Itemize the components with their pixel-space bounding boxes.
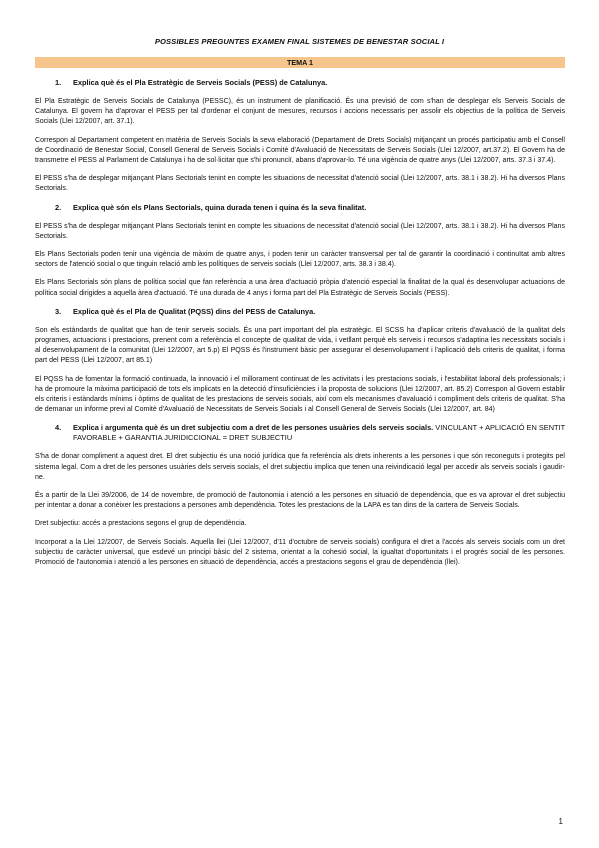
document-title: POSSIBLES PREGUNTES EXAMEN FINAL SISTEMES DE BENESTAR SOCIAL I: [154, 37, 445, 46]
question-text: Explica què és el Pla de Qualitat (PQSS) dins del PESS de Catalunya.: [73, 306, 316, 316]
question-text: Explica i argumenta què és un dret subjectiu com a dret de les persones usuàries dels serveis socials.: [73, 423, 434, 433]
question-text: Explica què són els Plans Sectorials, quina durada tenen i quina és la seva finalitat.: [73, 202, 367, 212]
question-1: [55, 78, 565, 88]
section-header: TEMA 1: [35, 57, 565, 68]
paragraph: Dret subjectiu: accés a prestacions segons el grup de dependència.: [35, 520, 247, 528]
paragraph: Correspon al Departament competent en matèria de Serveis Socials la seva elaboració (Departament de Drets Socials) mitjançant un procés participatiu amb el Consell de Coordinació de Benestar Social, Consell General de Serveis Socials i Comitè d'Avaluació de Necessitats de Serveis Socials (Llei 12/2007, art.37.2). El Govern ha de transmetre el PESS al Parlament de Catalunya i ha de sol·licitar que s'hi pronunciï, abans d'aprovar-lo. Té una vigència de quatre anys (Llei 12/2007, arts. 37.3 i 37.4).: [35, 136, 565, 165]
question-number: 4.: [55, 423, 62, 433]
paragraph: El PESS s'ha de desplegar mitjançant Plans Sectorials tenint en compte les situacions de necessitat d'atenció social (Llei 12/2007, arts. 38.1 i 38.2). Hi ha diversos Plans Sectorials.: [35, 222, 565, 240]
page-number: 1: [558, 817, 563, 826]
paragraph: S'ha de donar compliment a aquest dret. El dret subjectiu és una noció jurídica que fa referència als drets inherents a les persones i que són reconeguts i protegits pel sistema legal. Com a dret de les persones usuàries dels serveis socials, el dret subjectiu implica que tenen una reivindicació legal per accedir als serveis socials i gaudir-ne.: [35, 453, 565, 481]
question-4: [55, 423, 565, 443]
question-2: [55, 203, 565, 213]
question-note: VINCULANT + APLICACIÓ EN SENTIT FAVORABLE + GARANTIA JURIDICCIONAL = DRET SUBJECTIU: [73, 423, 566, 443]
question-number: 2.: [55, 202, 62, 212]
question-number: 3.: [55, 306, 62, 316]
paragraph: És a partir de la Llei 39/2006, de 14 de novembre, de promoció de l'autonomia i atenció a les persones en situació de dependència, que es va aprovar el dret subjectiu per intentar a donar a conèixer les prestacions a persones amb dependència. Totes les prestacions de la LAPA es tan dins de la cartera de Serveis Socials.: [35, 492, 565, 510]
paragraph: Son els estàndards de qualitat que han de tenir serveis socials. És una part important del pla estratègic. El SCSS ha d'aplicar criteris d'avaluació de la qualitat dels programes, actuacions i prestacions, prenent com a referència el concepte de qualitat de vida, i vetllant perquè els serveis i recursos s'adaptina les necessitats socials i al desenvolupament de la comunitat (Llei 12/2007, art 5.p) El PQSS és l'instrument bàsic per assegurar el desenvolupament i l'aplicació dels criteris de qualitat, i forma part del PESS (Llei 12/2007, art 85.1): [35, 326, 565, 365]
question-number: 1.: [55, 78, 62, 87]
question-3: [55, 307, 565, 317]
paragraph: El PESS s'ha de desplegar mitjançant Plans Sectorials tenint en compte les situacions de necessitat d'atenció social (Llei 12/2007, arts. 38.1 i 38.2). Hi ha diversos Plans Sectorials.: [35, 175, 565, 193]
paragraph: El PQSS ha de fomentar la formació continuada, la innovació i el millorament continuat de les activitats i les prestacions socials, i l'estabilitat laboral dels professionals; i ha de promoure la màxima participació de tots els implicats en la detecció d'insuficiències i la proposta de solucions (Llei 12/2007, art. 85.2) Correspon al Govern establir els criteris i estàndards mínims i òptims de qualitat de les prestacions de serveis socials, així com els mecanismes d'avaluació i compliment dels criteris de qualitat. S'ha de demanar un informe previ al Comitè d'Avaluació de Necessitats de Serveis Socials i al Consell General de Serveis Socials (Llei 12/2007, art. 84): [35, 375, 565, 414]
paragraph: El Pla Estratègic de Serveis Socials de Catalunya (PESSC), és un instrument de planificació. És una previsió de com s'han de desplegar els Serveis Socials de Catalunya. El govern ha d'aprovar el PESS per tal d'ordenar el conjunt de mesures, recursos i accions necessaris per assolir els objectius de la política de Serveis Socials (Llei 12/2007, art. 37.1).: [35, 98, 565, 126]
paragraph: Els Plans Sectorials són plans de política social que fan referència a una àrea d'actuació pròpia d'atenció especial la finalitat de la qual és desenvolupar actuacions de política social dirigides a aquella àrea d'actuació. Té una durada de 4 anys i forma part del Pla Estratègic de Serveis Socials (PESS).: [35, 279, 565, 297]
question-text: Explica què és el Pla Estratègic de Serveis Socials (PESS) de Catalunya.: [73, 78, 328, 87]
paragraph: Els Plans Sectorials poden tenir una vigència de màxim de quatre anys, i poden tenir un caràcter transversal per tal de garantir la coordinació i continuïtat amb altres sectors de l'atenció social o que tinguin relació amb les polítiques de serveis socials (Llei 12/2007, arts. 38.3 i 38.4).: [35, 251, 565, 269]
paragraph: Incorporat a la Llei 12/2007, de Serveis Socials. Aquella llei (Llei 12/2007, d'11 d'octubre de serveis socials) configura el dret a l'accés als serveis socials com un dret subjectiu de caràcter universal, que esdevé un principi bàsic del 2 sistema, orientat a la cohesió social, la igualtat d'oportunitats i el progrés social de les persones. Promoció de l'autonomia i atenció a les persones en situació de dependència, accés a prestacions segons el grau de dependència (llei).: [35, 538, 565, 567]
document-body: [35, 78, 565, 576]
